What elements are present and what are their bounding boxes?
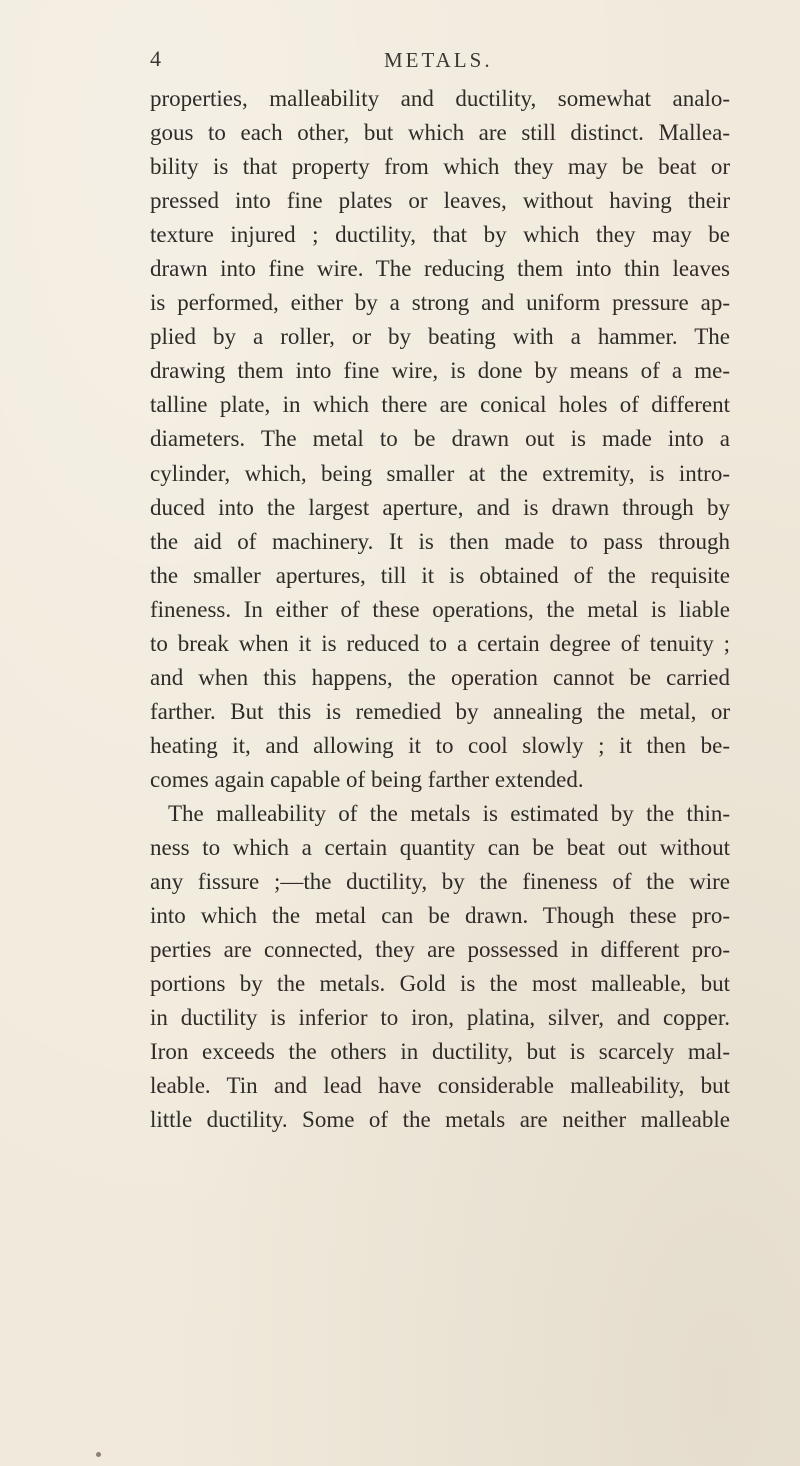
paragraph-end-line: comes again capable of being farther extended.	[150, 766, 584, 792]
text-line: portions by the metals. Gold is the most malleable, but	[150, 971, 730, 997]
text-line: perties are connected, they are possessed in different pro-	[150, 937, 730, 963]
text-line: in ductility is inferior to iron, platina, silver, and copper.	[150, 1005, 730, 1031]
text-line: to break when it is reduced to a certain degree of tenuity ;	[150, 630, 730, 656]
page-number: 4	[150, 46, 161, 71]
text-line: pressed into fine plates or leaves, without having their	[150, 188, 730, 214]
text-line: and when this happens, the operation cannot be carried	[150, 664, 730, 690]
text-line: cylinder, which, being smaller at the extremity, is intro-	[150, 460, 730, 486]
text-line: heating it, and allowing it to cool slowly ; it then be-	[150, 732, 730, 758]
text-line: Iron exceeds the others in ductility, but is scarcely mal-	[150, 1039, 730, 1065]
text-line: farther. But this is remedied by annealing the metal, or	[150, 698, 730, 724]
text-line: into which the metal can be drawn. Though these pro-	[150, 903, 730, 929]
text-line: talline plate, in which there are conical holes of different	[150, 392, 730, 418]
text-line: little ductility. Some of the metals are neither malleable	[150, 1107, 730, 1133]
text-line: ness to which a certain quantity can be beat out without	[150, 835, 730, 861]
text-line: drawing them into fine wire, is done by means of a me-	[150, 358, 730, 384]
body-text	[150, 82, 730, 1137]
text-line: bility is that property from which they may be beat or	[150, 154, 730, 180]
text-line: gous to each other, but which are still distinct. Mallea-	[150, 120, 730, 146]
text-line: is performed, either by a strong and uniform pressure ap-	[150, 290, 730, 316]
text-line: plied by a roller, or by beating with a hammer. The	[150, 324, 730, 350]
text-line: any fissure ;—the ductility, by the fineness of the wire	[150, 869, 730, 895]
text-line: duced into the largest aperture, and is drawn through by	[150, 494, 730, 520]
text-line: the aid of machinery. It is then made to pass through	[150, 528, 730, 554]
running-title: METALS.	[384, 48, 493, 72]
paragraph-start-line: The malleability of the metals is estimated by the thin-	[168, 800, 730, 826]
paper-speck	[96, 1452, 101, 1457]
text-line: diameters. The metal to be drawn out is made into a	[150, 426, 730, 452]
text-line: the smaller apertures, till it is obtained of the requisite	[150, 562, 730, 588]
text-line: drawn into fine wire. The reducing them into thin leaves	[150, 256, 730, 282]
text-line: texture injured ; ductility, that by which they may be	[150, 222, 730, 248]
text-line: properties, malleability and ductility, somewhat analo-	[150, 86, 730, 111]
text-line: fineness. In either of these operations, the metal is liable	[150, 596, 730, 622]
text-line: leable. Tin and lead have considerable malleability, but	[150, 1073, 730, 1099]
